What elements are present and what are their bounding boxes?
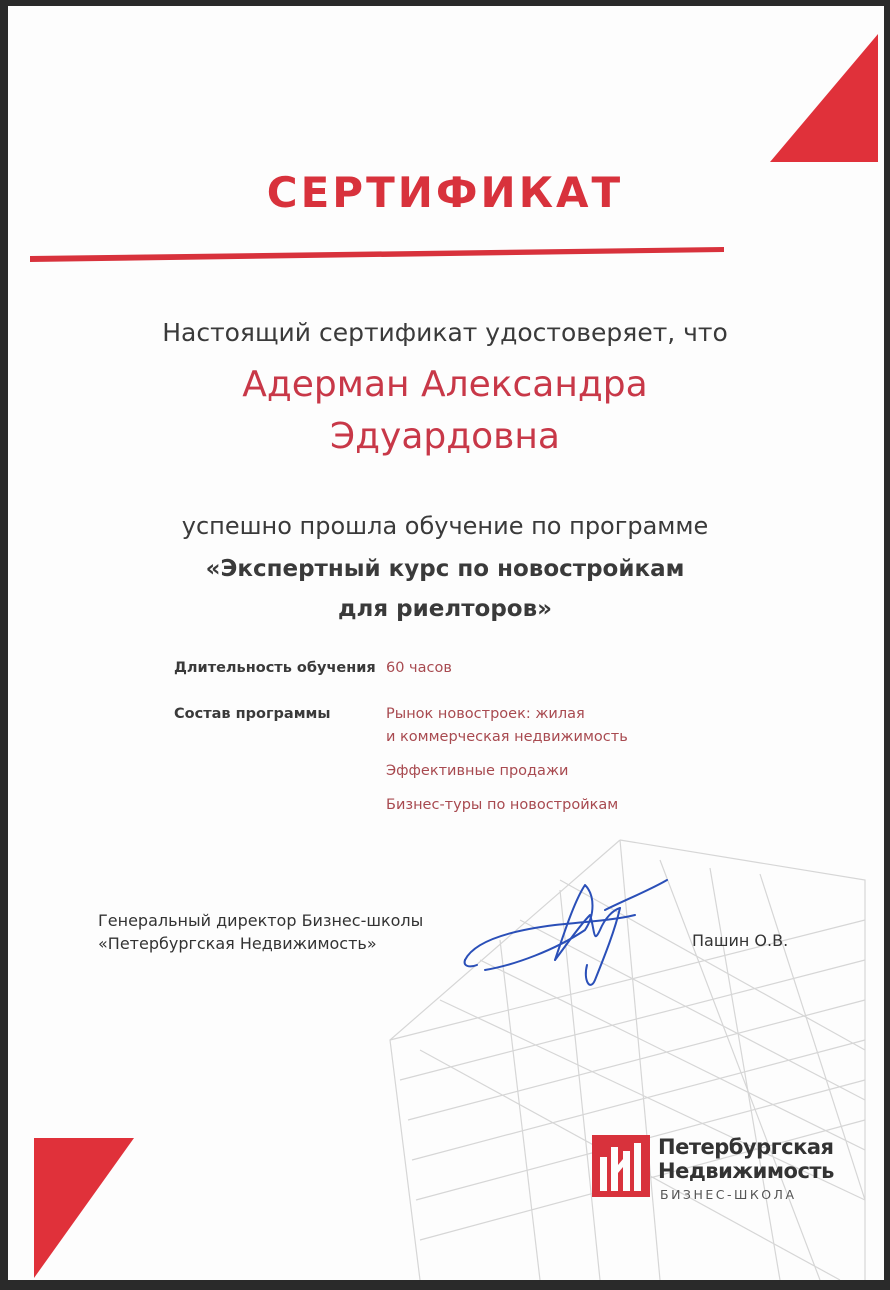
- program-item: Рынок новостроек: жилая: [386, 706, 585, 722]
- recipient-name-line2: Эдуардовна: [330, 416, 560, 457]
- duration-value: 60 часов: [386, 660, 452, 676]
- program-item: Эффективные продажи: [386, 763, 569, 779]
- logo-mark-icon: [592, 1135, 650, 1197]
- logo-text-line1: Петербургская: [658, 1135, 834, 1159]
- duration-label: Длительность обучения: [174, 660, 376, 676]
- program-item: Бизнес-туры по новостройкам: [386, 797, 619, 813]
- certificate-title: СЕРТИФИКАТ: [266, 168, 624, 217]
- program-item: и коммерческая недвижимость: [386, 729, 628, 745]
- corner-triangle-bottom-left: [34, 1138, 134, 1278]
- signature: [455, 870, 675, 995]
- course-title-line1: «Экспертный курс по новостройкам: [205, 556, 685, 582]
- logo-text-line2: Недвижимость: [658, 1159, 834, 1183]
- course-title-line2: для риелторов»: [337, 596, 553, 622]
- recipient-name-line1: Адерман Александра: [242, 364, 648, 405]
- intro-text: Настоящий сертификат удостоверяет, что: [162, 318, 728, 347]
- signer-title-line2: «Петербургская Недвижимость»: [98, 934, 377, 953]
- completion-text: успешно прошла обучение по программе: [181, 512, 709, 540]
- logo-subtitle: БИЗНЕС-ШКОЛА: [660, 1187, 797, 1202]
- signer-title-line1: Генеральный директор Бизнес-школы: [98, 911, 424, 930]
- program-label: Состав программы: [174, 706, 331, 722]
- corner-triangle-top-right: [770, 34, 878, 162]
- title-underline: [30, 244, 730, 264]
- school-logo: [592, 1135, 834, 1205]
- signer-name: Пашин О.В.: [692, 931, 789, 950]
